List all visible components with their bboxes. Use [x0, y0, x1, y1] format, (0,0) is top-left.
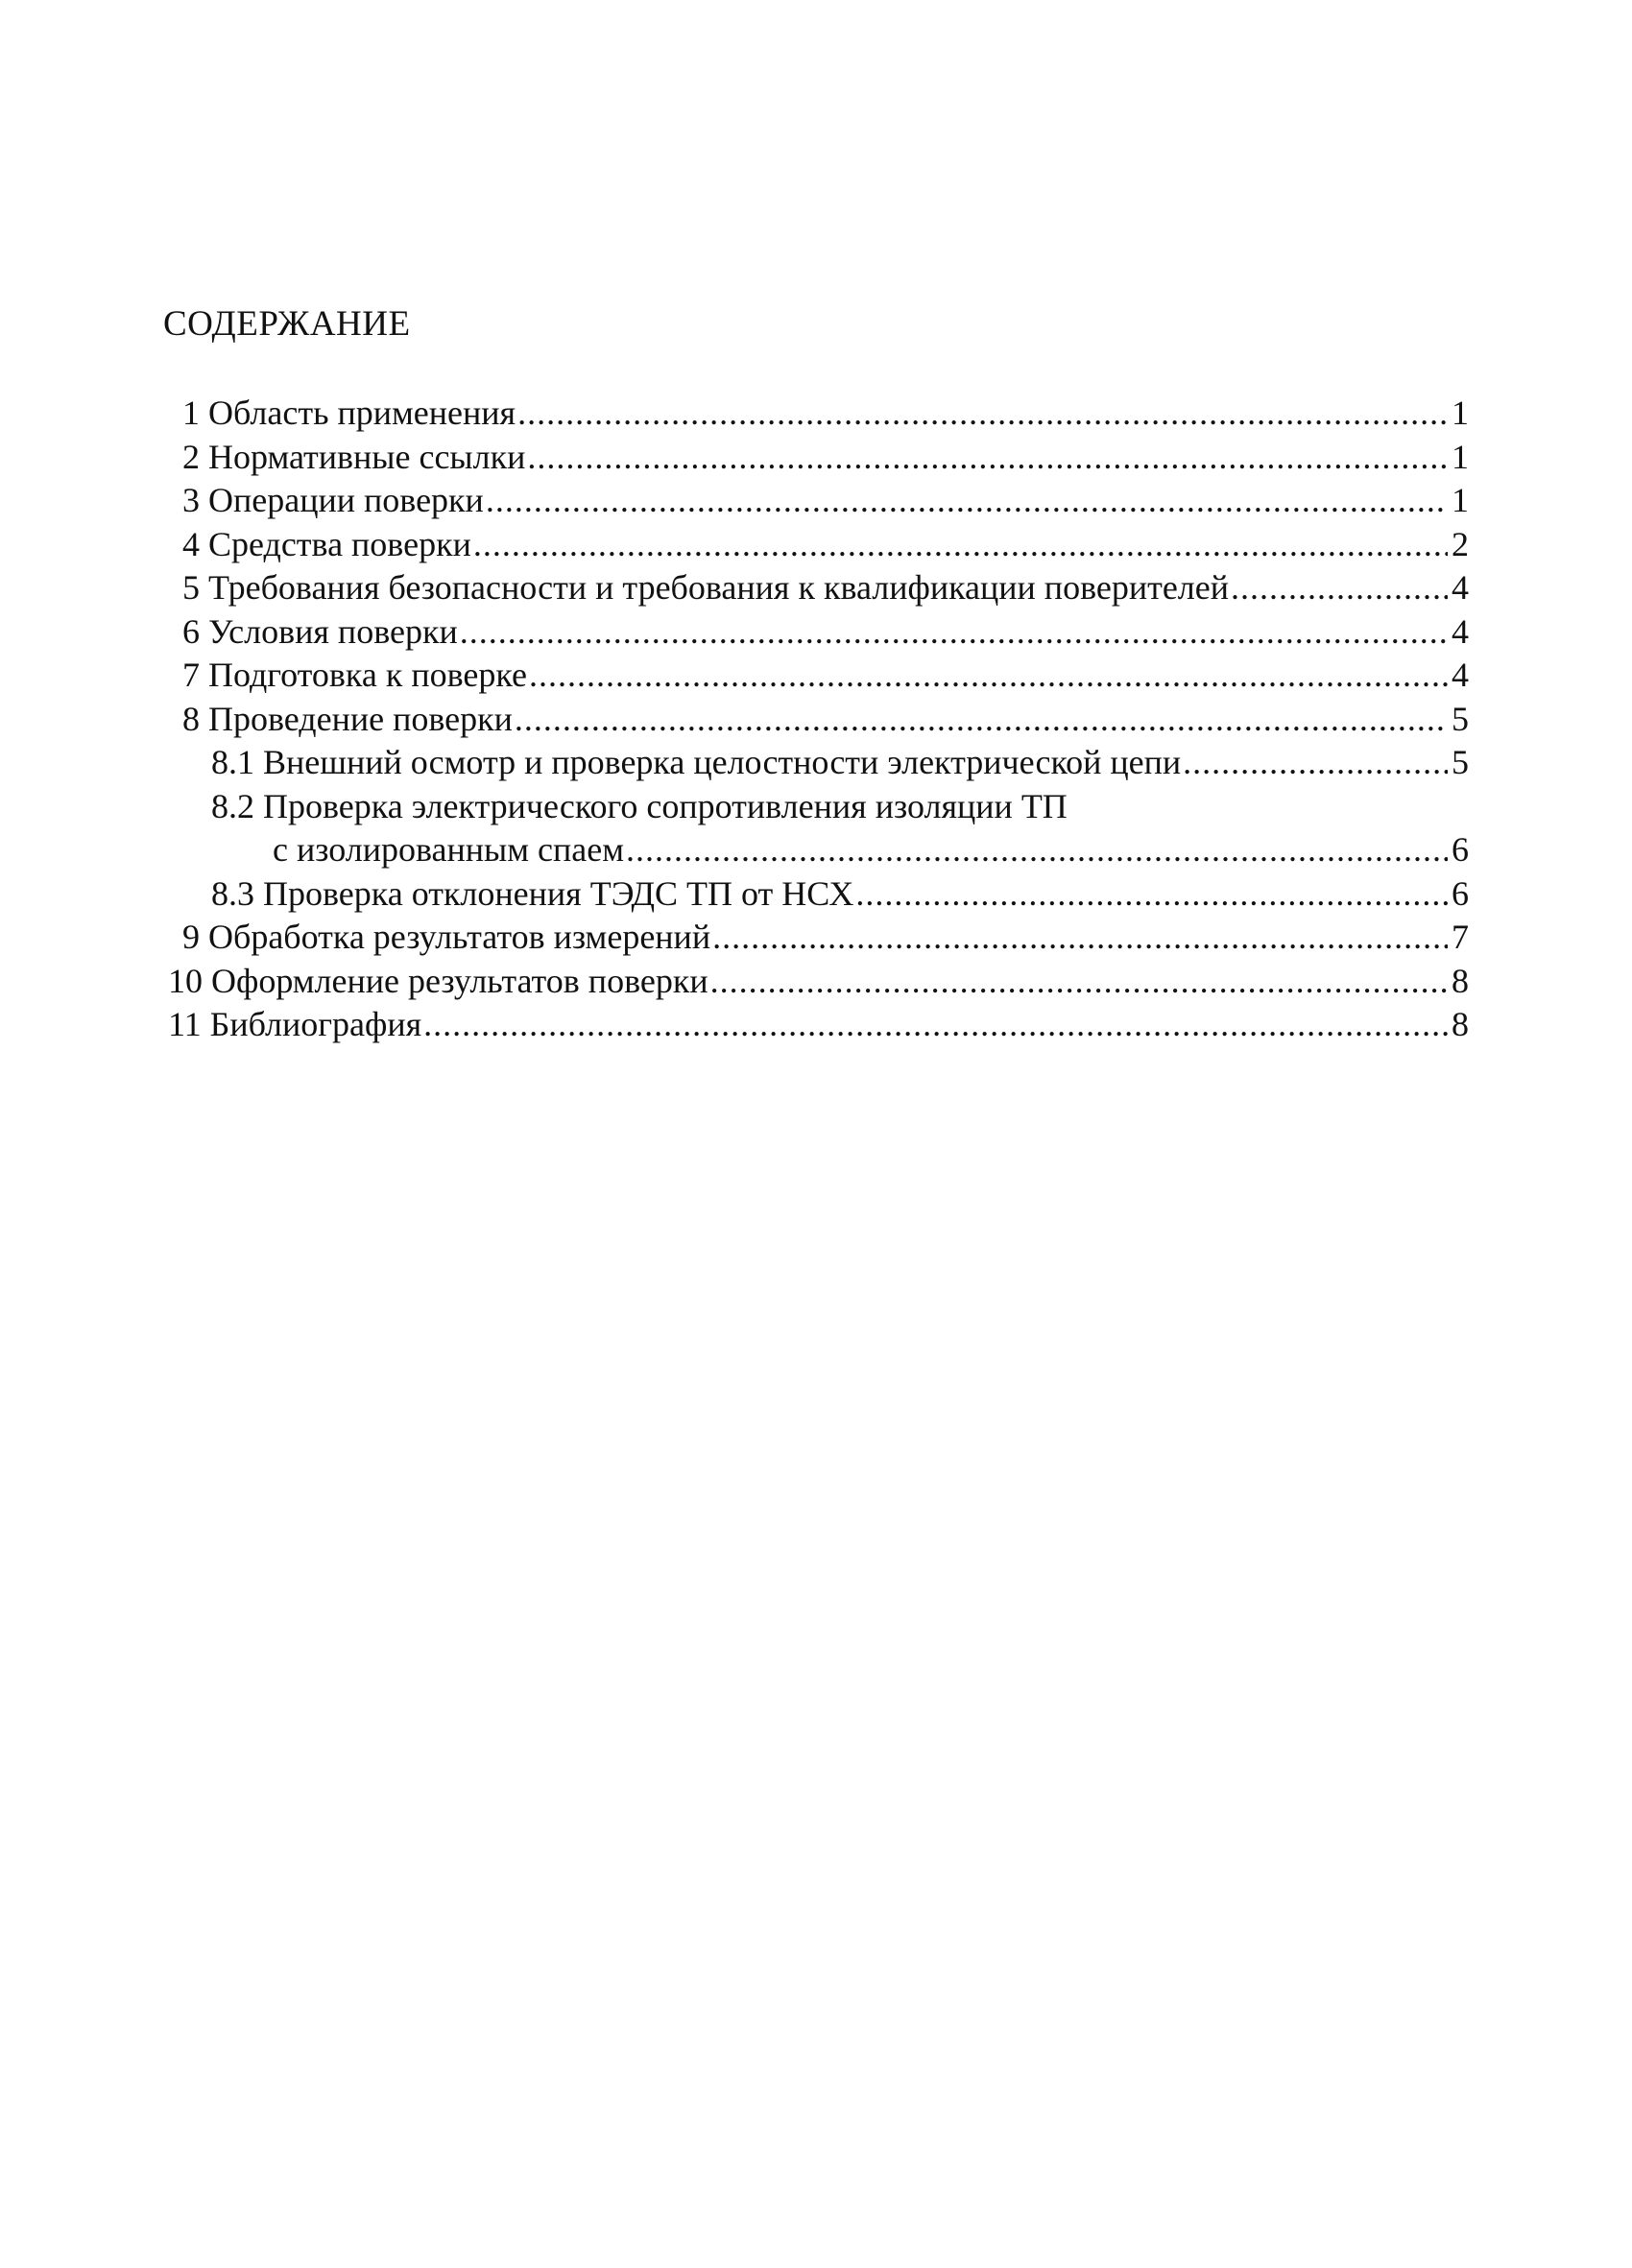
toc-entry-2 — [182, 436, 1469, 480]
toc-entry-8-2-continuation — [182, 828, 1469, 872]
toc-entry-8-3 — [182, 872, 1469, 917]
toc-entry-3 — [182, 479, 1469, 523]
toc-entry-10 — [168, 960, 1469, 1004]
toc-entry-page: 1 — [1452, 481, 1469, 519]
toc-entry-6 — [182, 610, 1469, 655]
toc-entry-label: 9 Обработка результатов измерений — [182, 918, 711, 956]
toc-entry-1 — [182, 392, 1469, 436]
table-of-contents — [168, 392, 1469, 1047]
dot-leader — [517, 392, 1448, 436]
toc-entry-label: с изолированным спаем — [273, 830, 624, 869]
toc-entry-8-1 — [182, 741, 1469, 785]
toc-entry-label: 8.2 Проверка электрического сопротивления изоляции ТП — [211, 786, 1068, 825]
dot-leader — [529, 654, 1448, 698]
dot-leader — [710, 960, 1448, 1004]
toc-entry-page: 5 — [1452, 699, 1469, 738]
toc-entry-label: 5 Требования безопасности и требования к квалификации поверителей — [182, 568, 1230, 607]
dot-leader — [626, 828, 1448, 872]
dot-leader — [1231, 566, 1448, 610]
dot-leader — [486, 479, 1448, 523]
toc-entry-label: 11 Библиография — [168, 1005, 422, 1043]
toc-entry-page: 2 — [1452, 524, 1469, 563]
toc-entry-page: 1 — [1452, 394, 1469, 432]
toc-entry-5 — [182, 566, 1469, 610]
toc-entry-label: 3 Операции поверки — [182, 481, 484, 519]
toc-entry-page: 8 — [1452, 961, 1469, 1000]
toc-entry-page: 4 — [1452, 656, 1469, 694]
toc-entry-label: 10 Оформление результатов поверки — [168, 961, 708, 1000]
toc-entry-page: 6 — [1452, 830, 1469, 869]
toc-entry-label: 8.1 Внешний осмотр и проверка целостности электрической цепи — [211, 743, 1182, 781]
toc-entry-7 — [182, 654, 1469, 698]
dot-leader — [423, 1003, 1448, 1047]
toc-entry-page: 7 — [1452, 918, 1469, 956]
toc-entry-8 — [182, 698, 1469, 742]
toc-entry-label: 7 Подготовка к поверке — [182, 656, 527, 694]
toc-title: СОДЕРЖАНИЕ — [163, 304, 411, 344]
toc-entry-8-2 — [182, 785, 1469, 829]
toc-entry-page: 4 — [1452, 611, 1469, 651]
toc-entry-9 — [182, 916, 1469, 960]
dot-leader — [855, 872, 1448, 917]
dot-leader — [460, 610, 1448, 655]
toc-entry-page: 8 — [1452, 1005, 1469, 1043]
dot-leader — [473, 523, 1448, 567]
toc-entry-label: 6 Условия поверки — [182, 611, 458, 651]
dot-leader — [527, 436, 1448, 480]
toc-entry-label: 8 Проведение поверки — [182, 699, 513, 738]
toc-entry-page: 5 — [1452, 743, 1469, 781]
toc-entry-page: 4 — [1452, 568, 1469, 607]
toc-entry-page: 1 — [1452, 437, 1469, 476]
dot-leader — [712, 916, 1448, 960]
toc-entry-label: 1 Область применения — [182, 394, 516, 432]
dot-leader — [1183, 741, 1448, 785]
toc-entry-page: 6 — [1452, 873, 1469, 913]
toc-entry-label: 2 Нормативные ссылки — [182, 437, 526, 476]
dot-leader — [515, 698, 1448, 742]
toc-entry-11 — [168, 1003, 1469, 1047]
toc-entry-label: 8.3 Проверка отклонения ТЭДС ТП от НСХ — [211, 873, 854, 913]
toc-entry-4 — [182, 523, 1469, 567]
toc-entry-label: 4 Средства поверки — [182, 524, 471, 563]
